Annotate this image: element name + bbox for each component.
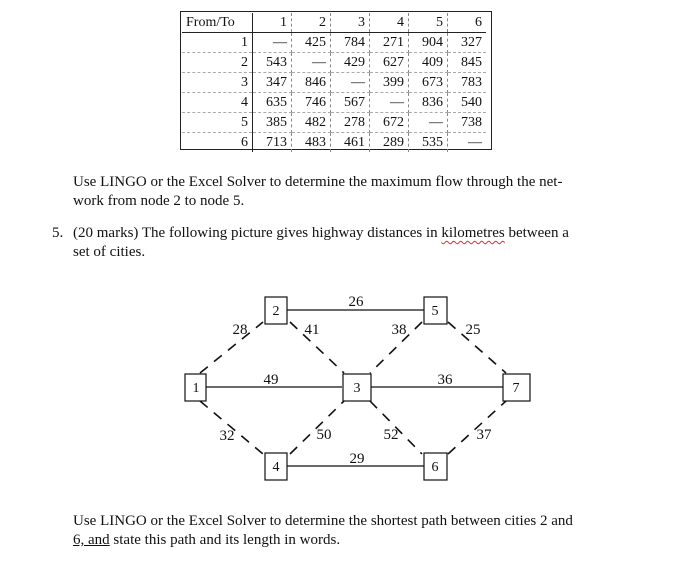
q5-line-1-start: (20 marks) The following picture gives highway distances in [73, 225, 442, 241]
table-cell: 289 [370, 133, 409, 153]
table-cell: 673 [409, 73, 448, 93]
column-header: 6 [448, 13, 487, 33]
table-cell: 846 [292, 73, 331, 93]
q5-line-1-end: between a [504, 225, 569, 241]
table-cell: 278 [331, 113, 370, 133]
edge-weight-label: 32 [219, 428, 235, 444]
table-cell: 543 [253, 53, 292, 73]
node-label: 1 [192, 381, 200, 396]
table-cell: 483 [292, 133, 331, 153]
node-label: 7 [512, 381, 520, 396]
table-cell: 635 [253, 93, 292, 113]
table-cell: 738 [448, 113, 487, 133]
row-header: 5 [182, 113, 253, 133]
edge-weight-label: 52 [383, 427, 399, 443]
column-header: 2 [292, 13, 331, 33]
table-cell: 385 [253, 113, 292, 133]
row-header: 2 [182, 53, 253, 73]
table-cell: 784 [331, 33, 370, 53]
row-header: 6 [182, 133, 253, 153]
table-cell: 461 [331, 133, 370, 153]
table-cell: 347 [253, 73, 292, 93]
edge-weight-label: 38 [391, 322, 407, 338]
table-cell: 399 [370, 73, 409, 93]
table-cell: 836 [409, 93, 448, 113]
final-line-1: Use LINGO or the Excel Solver to determine the shortest path between cities 2 and [73, 513, 573, 529]
table-cell: 672 [370, 113, 409, 133]
edge-weight-label: 26 [348, 294, 364, 310]
edge-weight-label: 50 [316, 427, 332, 443]
q5-number: 5. [52, 225, 64, 241]
table-cell: — [331, 73, 370, 93]
table-cell: 409 [409, 53, 448, 73]
column-header: 1 [253, 13, 292, 33]
column-header: 4 [370, 13, 409, 33]
shortest-path-instruction [73, 512, 573, 550]
underlined-text: 6, and [73, 532, 110, 548]
q4-line-1: Use LINGO or the Excel Solver to determine the maximum flow through the net- [73, 174, 563, 190]
table-cell: — [253, 33, 292, 53]
edge-weight-label: 36 [437, 372, 453, 388]
table-cell: 271 [370, 33, 409, 53]
edge-weight-label: 28 [232, 322, 248, 338]
node-label: 3 [353, 381, 361, 396]
node-label: 2 [272, 304, 280, 319]
node-label: 6 [431, 460, 439, 475]
edge-1-2 [200, 322, 263, 373]
edge-weight-label: 37 [476, 427, 492, 443]
edge-weight-label: 29 [349, 451, 365, 467]
table-cell: — [292, 53, 331, 73]
table-cell: — [370, 93, 409, 113]
table-cell: 845 [448, 53, 487, 73]
spellcheck-word: kilometres [441, 225, 505, 241]
table-cell: 567 [331, 93, 370, 113]
table-cell: 746 [292, 93, 331, 113]
table-cell: 327 [448, 33, 487, 53]
node-label: 4 [272, 460, 280, 475]
column-header: 3 [331, 13, 370, 33]
table-cell: — [409, 113, 448, 133]
edge-weight-label: 41 [304, 322, 320, 338]
q4-line-2: work from node 2 to node 5. [73, 193, 245, 209]
table-corner-label: From/To [182, 13, 253, 33]
q5-line-2: set of cities. [73, 244, 146, 260]
final-line-2: state this path and its length in words. [109, 532, 341, 548]
edge-weight-label: 49 [263, 372, 279, 388]
column-header: 5 [409, 13, 448, 33]
row-header: 4 [182, 93, 253, 113]
row-header: 3 [182, 73, 253, 93]
table-cell: 535 [409, 133, 448, 153]
table-cell: — [468, 134, 482, 150]
table-cell: 713 [253, 133, 292, 153]
table-cell: 783 [448, 73, 487, 93]
table-cell: 425 [292, 33, 331, 53]
row-header: 1 [182, 33, 253, 53]
node-label: 5 [431, 304, 439, 319]
table-cell: 904 [409, 33, 448, 53]
table-cell: 482 [292, 113, 331, 133]
table-cell: 540 [448, 93, 487, 113]
edge-weight-label: 25 [465, 322, 481, 338]
table-cell: 627 [370, 53, 409, 73]
table-cell: 429 [331, 53, 370, 73]
